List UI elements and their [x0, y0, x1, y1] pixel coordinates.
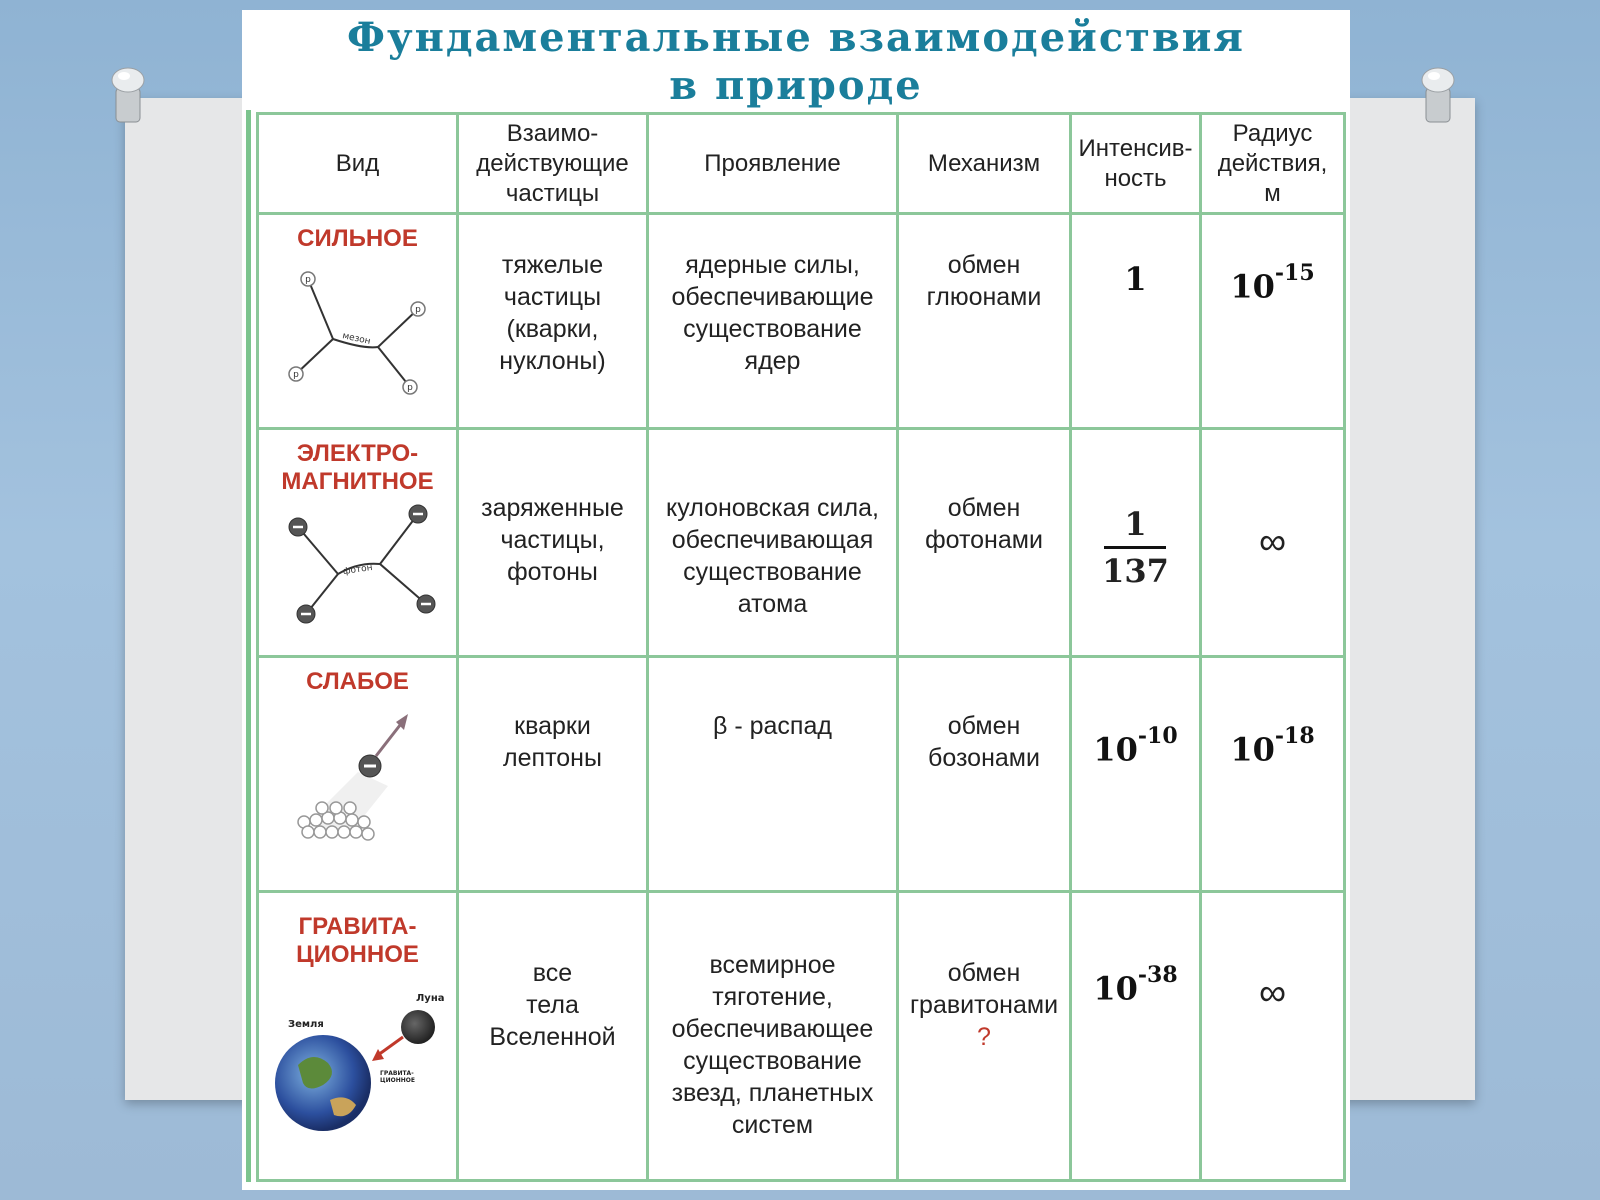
particles-cell: [458, 214, 648, 429]
mechanism-text: обмен бозонами: [928, 712, 1040, 772]
left-pin-icon: [108, 66, 148, 126]
header-intensity: Интенсив- ность: [1071, 114, 1201, 214]
kind-name: ЭЛЕКТРО- МАГНИТНОЕ: [281, 440, 434, 495]
header-kind: Вид: [258, 114, 458, 214]
intensity-exponent: -10: [1137, 723, 1178, 749]
table-row: [258, 429, 1345, 657]
particle-label: p: [292, 370, 299, 380]
radius-exponent: -18: [1274, 723, 1315, 749]
radius-value: ∞: [1258, 972, 1287, 1014]
particles-cell: [458, 657, 648, 892]
header-manifestation: Проявление: [648, 114, 898, 214]
header-radius: Радиус действия, м: [1201, 114, 1345, 214]
mechanism-cell: [898, 214, 1071, 429]
manifestation-text: β - распад: [713, 712, 832, 740]
kind-name: СИЛЬНОЕ: [297, 225, 418, 252]
title-line-1: Фундаментальные взаимодействия: [347, 14, 1245, 61]
intensity-base: 10: [1093, 969, 1138, 1008]
moon-label: Луна: [415, 993, 444, 1004]
mechanism-cell: [898, 657, 1071, 892]
earth-label: Земля: [287, 1019, 324, 1030]
right-pin-icon: [1418, 66, 1458, 126]
kind-cell: [258, 429, 458, 657]
mechanism-question-mark: ?: [977, 1023, 991, 1051]
intensity-base: 10: [1093, 730, 1138, 769]
gravitational-interaction-diagram-icon: [268, 975, 448, 1135]
manifestation-cell: [648, 429, 898, 657]
manifestation-text: кулоновская сила, обеспечивающая существование атома: [666, 494, 879, 618]
table-row: [258, 892, 1345, 1181]
radius-exponent: -15: [1274, 260, 1315, 286]
kind-cell: [258, 657, 458, 892]
intensity-cell: [1071, 429, 1201, 657]
intensity-cell: [1071, 657, 1201, 892]
particles-cell: [458, 429, 648, 657]
arrow-label: ГРАВИТА-ЦИОННОЕ: [379, 1070, 415, 1084]
particle-label: p: [406, 383, 413, 393]
intensity-fraction: [1102, 505, 1169, 590]
radius-value: ∞: [1258, 521, 1287, 563]
page-title: [242, 14, 1350, 110]
intensity-value: [1093, 723, 1178, 769]
mechanism-cell: [898, 429, 1071, 657]
kind-cell: [258, 892, 458, 1181]
particle-label: p: [304, 275, 311, 285]
header-mechanism: Механизм: [898, 114, 1071, 214]
electromagnetic-interaction-diagram-icon: [278, 502, 438, 632]
table-row: [258, 657, 1345, 892]
title-line-2: в природе: [669, 62, 923, 109]
header-particles: Взаимо- действующие частицы: [458, 114, 648, 214]
particle-label: p: [414, 305, 421, 315]
radius-value: [1230, 723, 1315, 769]
intensity-denominator: 137: [1102, 552, 1169, 590]
particles-text: кварки лептоны: [503, 712, 602, 772]
kind-cell: [258, 214, 458, 429]
radius-value: [1230, 260, 1315, 306]
mechanism-cell: [898, 892, 1071, 1181]
radius-cell: [1201, 429, 1345, 657]
carrier-label: мезон: [340, 331, 371, 347]
mechanism-text: обмен фотонами: [925, 494, 1043, 554]
weak-interaction-diagram-icon: [278, 702, 438, 852]
particles-text: заряженные частицы, фотоны: [481, 494, 624, 586]
header-row: [258, 114, 1345, 214]
manifestation-cell: [648, 892, 898, 1181]
manifestation-cell: [648, 657, 898, 892]
radius-cell: [1201, 657, 1345, 892]
kind-name: СЛАБОЕ: [306, 668, 409, 695]
intensity-cell: [1071, 892, 1201, 1181]
radius-cell: [1201, 214, 1345, 429]
intensity-numerator: 1: [1124, 505, 1147, 543]
particles-cell: [458, 892, 648, 1181]
particles-text: тяжелые частицы (кварки, нуклоны): [499, 251, 606, 375]
fraction-bar: [1104, 546, 1166, 549]
intensity-cell: [1071, 214, 1201, 429]
kind-name: ГРАВИТА- ЦИОННОЕ: [296, 913, 419, 968]
intensity-exponent: -38: [1137, 962, 1178, 988]
strong-interaction-diagram-icon: [278, 259, 438, 399]
manifestation-text: ядерные силы, обеспечивающие существование ядер: [671, 251, 874, 375]
carrier-label: фотон: [341, 562, 373, 578]
radius-base: 10: [1230, 730, 1275, 769]
intensity-value: [1093, 962, 1178, 1008]
radius-base: 10: [1230, 267, 1275, 306]
intensity-value: 1: [1124, 260, 1147, 298]
table-row: [258, 214, 1345, 429]
manifestation-text: всемирное тяготение, обеспечивающее существование звезд, планетных систем: [671, 951, 874, 1139]
mechanism-text: обмен глюонами: [926, 251, 1042, 311]
interactions-table: [256, 112, 1346, 1182]
particles-text: все тела Вселенной: [489, 959, 616, 1051]
mechanism-text: обмен гравитонами: [909, 959, 1059, 1019]
poster: [242, 10, 1350, 1190]
manifestation-cell: [648, 214, 898, 429]
radius-cell: [1201, 892, 1345, 1181]
